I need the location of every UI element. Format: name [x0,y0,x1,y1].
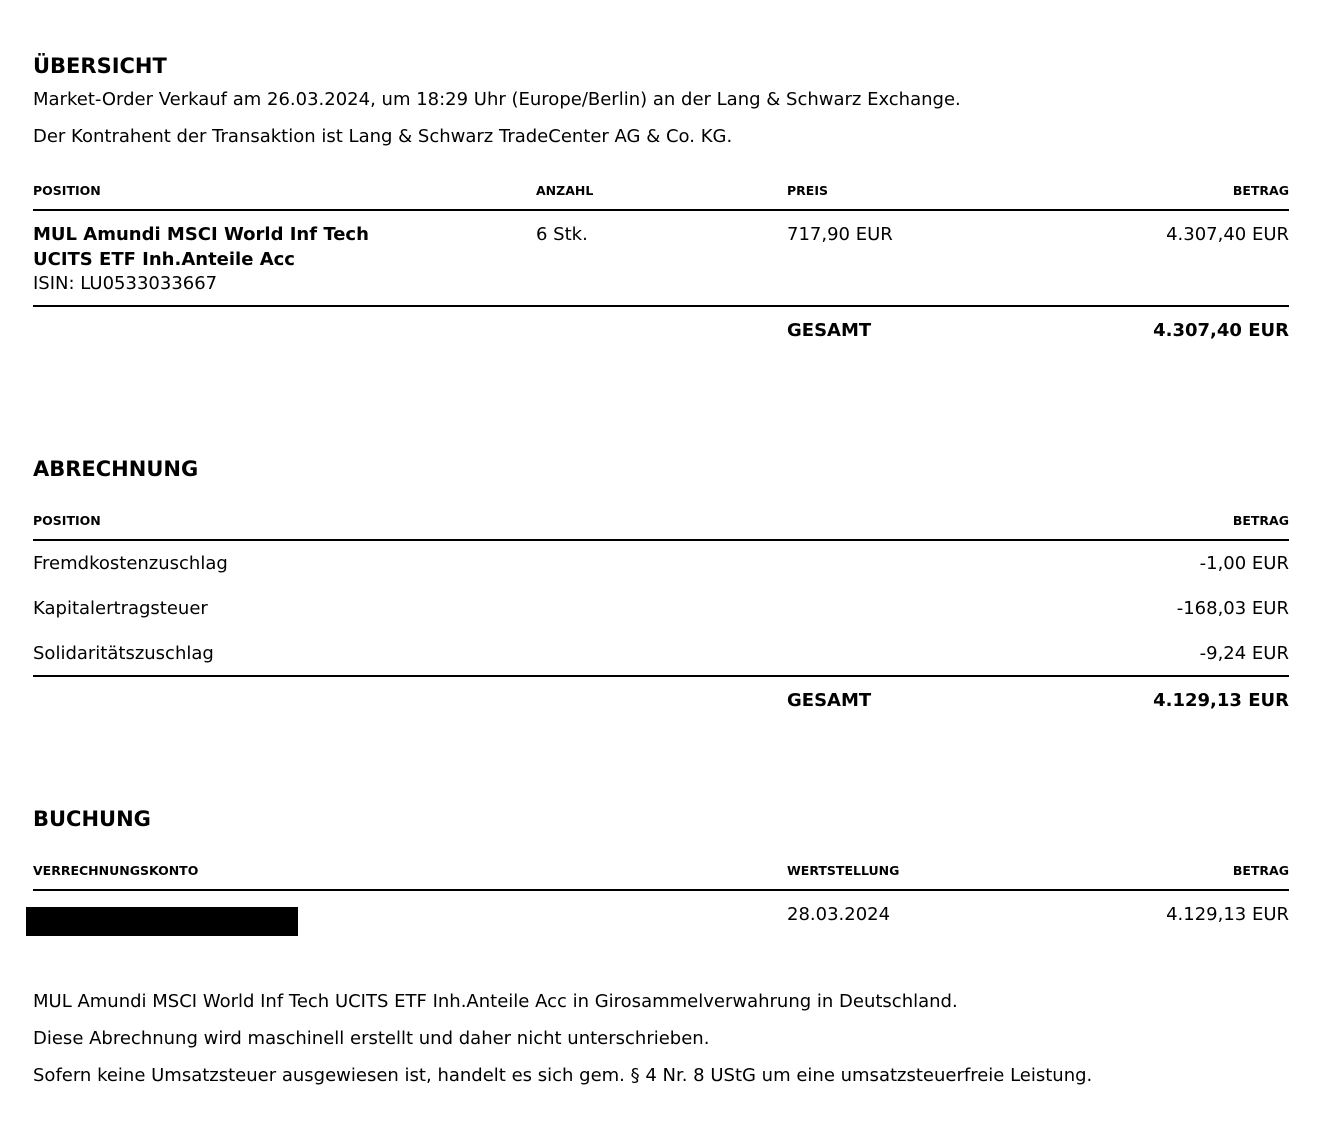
overview-price: 717,90 EUR [787,224,893,245]
settlement-row-amount: -9,24 EUR [1199,643,1289,664]
settlement-row-amount: -168,03 EUR [1176,598,1289,619]
overview-col-position: POSITION [33,183,101,198]
overview-col-amount: BETRAG [1232,183,1289,198]
settlement-heading: ABRECHNUNG [33,457,199,481]
overview-total-rule [33,305,1289,307]
overview-total-amount: 4.307,40 EUR [1153,320,1289,341]
settlement-total-label: GESAMT [787,690,872,711]
overview-position-isin: ISIN: LU0533033667 [33,273,218,294]
overview-position-name-line2: UCITS ETF Inh.Anteile Acc [33,249,295,270]
settlement-total-rule [33,675,1289,677]
booking-heading: BUCHUNG [33,807,151,831]
settlement-col-position: POSITION [33,513,101,528]
redacted-account-bar [26,907,298,936]
booking-amount: 4.129,13 EUR [1166,904,1289,925]
booking-header-rule [33,889,1289,891]
overview-col-quantity: ANZAHL [536,183,594,198]
settlement-col-amount: BETRAG [1232,513,1289,528]
booking-value-date: 28.03.2024 [787,904,891,925]
overview-counterparty-line: Der Kontrahent der Transaktion ist Lang & Schwarz TradeCenter AG & Co. KG. [33,126,733,147]
overview-heading: ÜBERSICHT [33,54,167,78]
booking-col-amount: BETRAG [1232,863,1289,878]
settlement-row-label: Kapitalertragsteuer [33,598,208,619]
settlement-row-label: Solidaritätszuschlag [33,643,214,664]
settlement-header-rule [33,539,1289,541]
footer-vat-note: Sofern keine Umsatzsteuer ausgewiesen ist, handelt es sich gem. § 4 Nr. 8 UStG um eine umsatzsteuerfreie Leistung. [33,1065,1093,1086]
booking-col-account: VERRECHNUNGSKONTO [33,863,199,878]
overview-position-name-line1: MUL Amundi MSCI World Inf Tech [33,224,369,245]
overview-total-label: GESAMT [787,320,872,341]
overview-order-line: Market-Order Verkauf am 26.03.2024, um 18:29 Uhr (Europe/Berlin) an der Lang & Schwarz Exchange. [33,89,961,110]
overview-col-price: PREIS [787,183,828,198]
booking-col-value-date: WERTSTELLUNG [787,863,900,878]
settlement-row-label: Fremdkostenzuschlag [33,553,228,574]
footer-machine-note: Diese Abrechnung wird maschinell erstellt und daher nicht unterschrieben. [33,1028,710,1049]
settlement-total-amount: 4.129,13 EUR [1153,690,1289,711]
overview-header-rule [33,209,1289,211]
footer-custody-note: MUL Amundi MSCI World Inf Tech UCITS ETF Inh.Anteile Acc in Girosammelverwahrung in Deutschland. [33,991,958,1012]
settlement-row-amount: -1,00 EUR [1199,553,1289,574]
overview-amount: 4.307,40 EUR [1166,224,1289,245]
overview-quantity: 6 Stk. [536,224,588,245]
